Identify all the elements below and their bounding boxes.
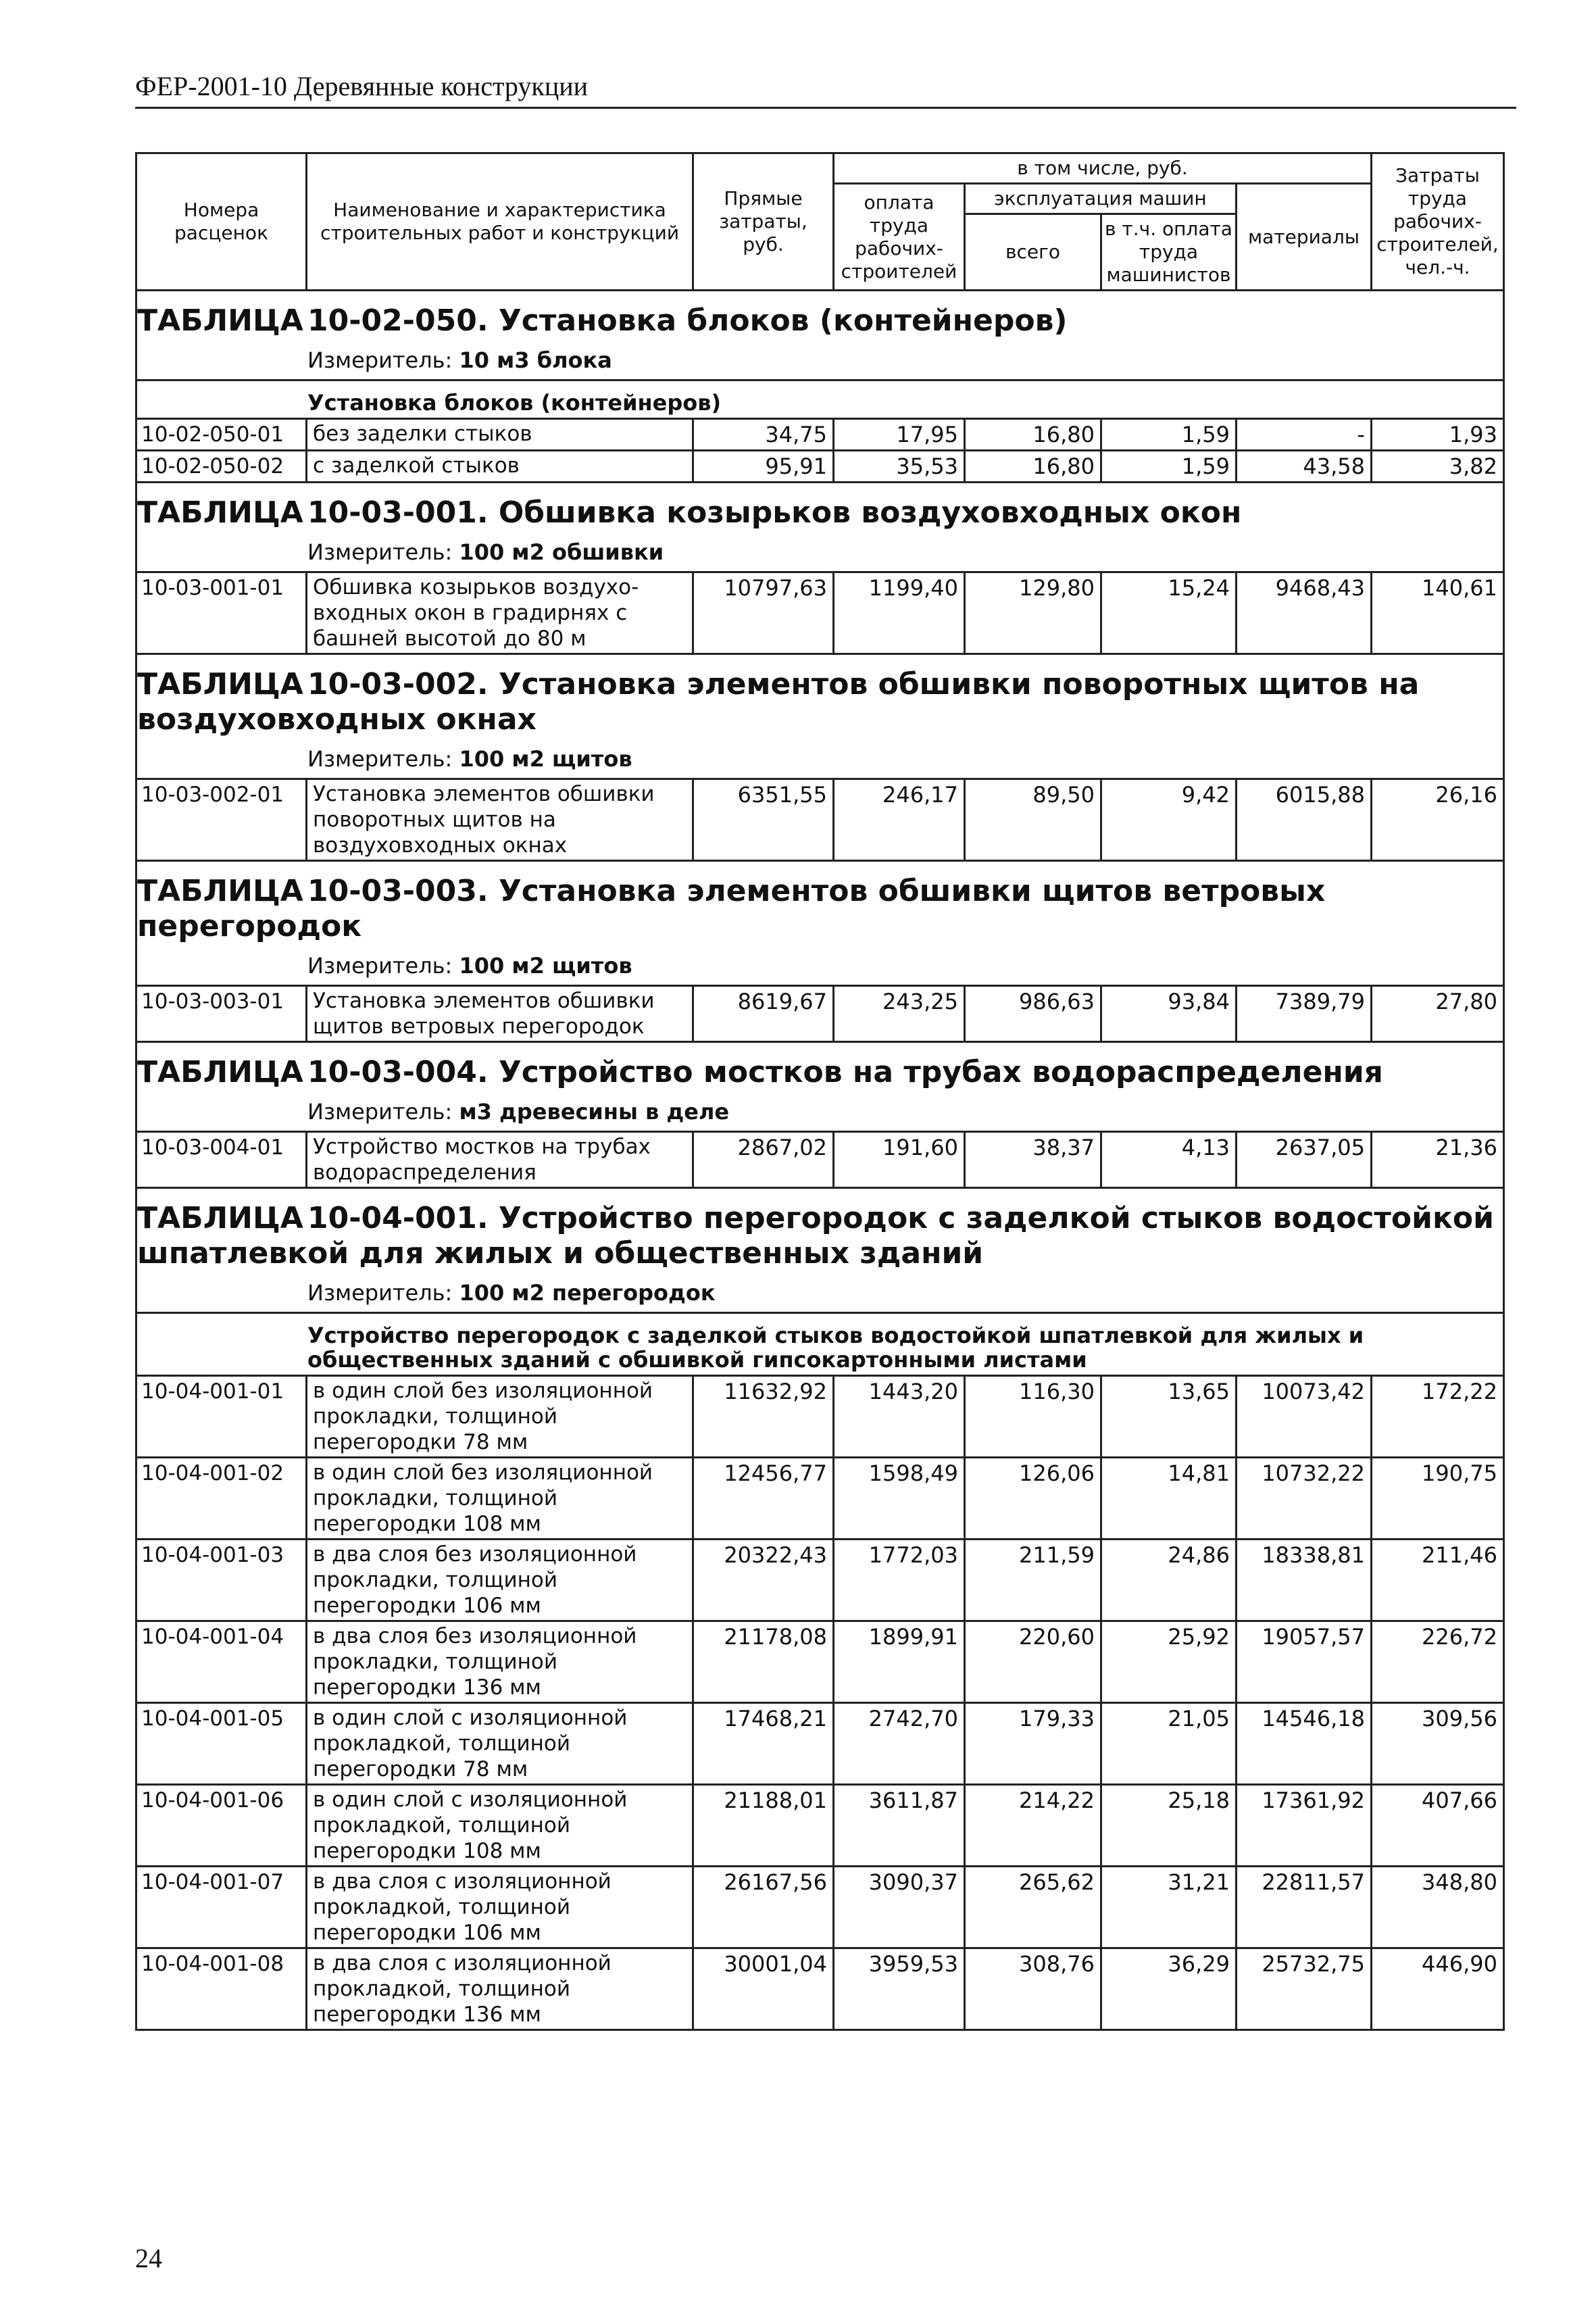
rate-name: в два слоя без изоляционной прокладки, толщиной перегородки 106 мм	[307, 1540, 693, 1621]
section-title-text: 10-02-050. Установка блоков (контейнеров)	[307, 303, 1068, 338]
machinist-wages: 25,92	[1101, 1621, 1237, 1703]
labor-hours: 1,93	[1372, 419, 1504, 451]
section-meter	[136, 344, 1504, 380]
section-meter-row	[136, 344, 1504, 380]
rate-code: 10-04-001-04	[136, 1621, 307, 1703]
materials-cost: 2637,05	[1237, 1132, 1372, 1188]
machines-total: 16,80	[965, 451, 1101, 483]
machinist-wages: 13,65	[1101, 1376, 1237, 1458]
worker-wages: 243,25	[834, 986, 965, 1042]
machines-total: 220,60	[965, 1621, 1101, 1703]
labor-hours: 21,36	[1372, 1132, 1504, 1188]
section-label: ТАБЛИЦА	[137, 303, 303, 338]
col-header-including: в том числе, руб.	[834, 153, 1372, 184]
meter-label: Измеритель:	[307, 1280, 453, 1306]
section-label: ТАБЛИЦА	[137, 874, 303, 908]
meter-value: м3 древесины в деле	[459, 1099, 730, 1125]
machinist-wages: 24,86	[1101, 1540, 1237, 1621]
section-title	[136, 1188, 1504, 1277]
machinist-wages: 9,42	[1101, 779, 1237, 861]
section-title-text: 10-03-002. Установка элементов обшивки поворотных щитов на воздуховходных окнах	[137, 667, 1420, 737]
section-title	[136, 483, 1504, 537]
section-title-text: 10-03-003. Установка элементов обшивки щитов ветровых перегородок	[137, 874, 1326, 943]
table-row	[136, 1867, 1504, 1948]
rate-code: 10-04-001-03	[136, 1540, 307, 1621]
table-row	[136, 1703, 1504, 1785]
meter-value: 100 м2 щитов	[459, 746, 632, 772]
section-label: ТАБЛИЦА	[137, 495, 303, 530]
machines-total: 38,37	[965, 1132, 1101, 1188]
table-row	[136, 1458, 1504, 1540]
table-row	[136, 1540, 1504, 1621]
direct-costs: 21178,08	[693, 1621, 834, 1703]
section-label: ТАБЛИЦА	[137, 1201, 303, 1235]
materials-cost: 17361,92	[1237, 1785, 1372, 1867]
rate-code: 10-03-004-01	[136, 1132, 307, 1188]
table-row	[136, 419, 1504, 451]
direct-costs: 30001,04	[693, 1948, 834, 2030]
machines-total: 129,80	[965, 572, 1101, 654]
col-header-name: Наименование и характеристика строительных работ и конструкций	[307, 153, 693, 291]
machines-total: 179,33	[965, 1703, 1101, 1785]
rate-code: 10-03-003-01	[136, 986, 307, 1042]
machinist-wages: 31,21	[1101, 1867, 1237, 1948]
document-header: ФЕР-2001-10 Деревянные конструкции	[135, 68, 1516, 109]
labor-hours: 348,80	[1372, 1867, 1504, 1948]
section-meter	[136, 1277, 1504, 1313]
section-title	[136, 291, 1504, 345]
labor-hours: 172,22	[1372, 1376, 1504, 1458]
rate-name: без заделки стыков	[307, 419, 693, 451]
worker-wages: 1199,40	[834, 572, 965, 654]
worker-wages: 246,17	[834, 779, 965, 861]
col-header-wages: оплата труда рабочих-строителей	[834, 184, 965, 291]
rate-code: 10-03-001-01	[136, 572, 307, 654]
table-header	[136, 153, 1504, 291]
table-body	[136, 291, 1504, 2030]
machinist-wages: 93,84	[1101, 986, 1237, 1042]
labor-hours: 407,66	[1372, 1785, 1504, 1867]
rate-code: 10-02-050-02	[136, 451, 307, 483]
machines-total: 89,50	[965, 779, 1101, 861]
rate-code: 10-04-001-05	[136, 1703, 307, 1785]
rate-code: 10-04-001-06	[136, 1785, 307, 1867]
materials-cost: 25732,75	[1237, 1948, 1372, 2030]
worker-wages: 35,53	[834, 451, 965, 483]
materials-cost: 10732,22	[1237, 1458, 1372, 1540]
section-meter	[136, 743, 1504, 779]
col-header-materials: материалы	[1237, 184, 1372, 291]
section-title	[136, 861, 1504, 950]
worker-wages: 17,95	[834, 419, 965, 451]
rate-name: Установка элементов обшивки поворотных щитов на воздуховходных окнах	[307, 779, 693, 861]
section-subheading: Устройство перегородок с заделкой стыков водостойкой шпатлевкой для жилых и общественных зданий с обшивкой гипсокартонными листами	[136, 1313, 1504, 1376]
materials-cost: 10073,42	[1237, 1376, 1372, 1458]
table-row	[136, 986, 1504, 1042]
materials-cost: -	[1237, 419, 1372, 451]
machinist-wages: 15,24	[1101, 572, 1237, 654]
section-meter-row	[136, 950, 1504, 986]
col-header-labor: Затраты труда рабочих-строителей, чел.-ч.	[1372, 153, 1504, 291]
labor-hours: 190,75	[1372, 1458, 1504, 1540]
worker-wages: 1598,49	[834, 1458, 965, 1540]
materials-cost: 18338,81	[1237, 1540, 1372, 1621]
section-meter-row	[136, 1096, 1504, 1132]
labor-hours: 26,16	[1372, 779, 1504, 861]
rate-name: Установка элементов обшивки щитов ветровых перегородок	[307, 986, 693, 1042]
machines-total: 211,59	[965, 1540, 1101, 1621]
section-title	[136, 1042, 1504, 1096]
worker-wages: 3611,87	[834, 1785, 965, 1867]
section-meter-row	[136, 536, 1504, 572]
direct-costs: 17468,21	[693, 1703, 834, 1785]
col-header-machines-wages: в т.ч. оплата труда машинистов	[1101, 214, 1237, 291]
machinist-wages: 1,59	[1101, 451, 1237, 483]
section-title-row	[136, 291, 1504, 345]
section-title-text: 10-03-004. Устройство мостков на трубах водораспределения	[307, 1055, 1383, 1089]
meter-label: Измеритель:	[307, 539, 453, 565]
section-title-row	[136, 483, 1504, 537]
materials-cost: 14546,18	[1237, 1703, 1372, 1785]
machinist-wages: 36,29	[1101, 1948, 1237, 2030]
worker-wages: 191,60	[834, 1132, 965, 1188]
direct-costs: 6351,55	[693, 779, 834, 861]
labor-hours: 140,61	[1372, 572, 1504, 654]
section-meter	[136, 1096, 1504, 1132]
section-title-row	[136, 861, 1504, 950]
section-title	[136, 654, 1504, 743]
materials-cost: 7389,79	[1237, 986, 1372, 1042]
machines-total: 308,76	[965, 1948, 1101, 2030]
table-row	[136, 572, 1504, 654]
machinist-wages: 14,81	[1101, 1458, 1237, 1540]
meter-label: Измеритель:	[307, 953, 453, 979]
labor-hours: 211,46	[1372, 1540, 1504, 1621]
rate-name: в один слой без изоляционной прокладки, толщиной перегородки 108 мм	[307, 1458, 693, 1540]
section-title-row	[136, 1188, 1504, 1277]
table-row	[136, 779, 1504, 861]
meter-label: Измеритель:	[307, 347, 453, 373]
direct-costs: 2867,02	[693, 1132, 834, 1188]
meter-value: 100 м2 щитов	[459, 953, 632, 979]
worker-wages: 3959,53	[834, 1948, 965, 2030]
col-header-direct: Прямые затраты, руб.	[693, 153, 834, 291]
machines-total: 16,80	[965, 419, 1101, 451]
machinist-wages: 25,18	[1101, 1785, 1237, 1867]
rate-name: Устройство мостков на трубах водораспределения	[307, 1132, 693, 1188]
direct-costs: 12456,77	[693, 1458, 834, 1540]
rate-name: с заделкой стыков	[307, 451, 693, 483]
table-row	[136, 1948, 1504, 2030]
worker-wages: 1443,20	[834, 1376, 965, 1458]
section-meter-row	[136, 1277, 1504, 1313]
rate-name: в два слоя с изоляционной прокладкой, толщиной перегородки 106 мм	[307, 1867, 693, 1948]
machines-total: 986,63	[965, 986, 1101, 1042]
table-row	[136, 1376, 1504, 1458]
rates-table	[135, 152, 1505, 2031]
section-title-text: 10-03-001. Обшивка козырьков воздуховходных окон	[307, 495, 1242, 530]
machinist-wages: 21,05	[1101, 1703, 1237, 1785]
materials-cost: 43,58	[1237, 451, 1372, 483]
rate-name: в один слой с изоляционной прокладкой, толщиной перегородки 108 мм	[307, 1785, 693, 1867]
section-subheading-row	[136, 1313, 1504, 1376]
materials-cost: 22811,57	[1237, 1867, 1372, 1948]
direct-costs: 21188,01	[693, 1785, 834, 1867]
direct-costs: 8619,67	[693, 986, 834, 1042]
rate-code: 10-03-002-01	[136, 779, 307, 861]
section-label: ТАБЛИЦА	[137, 667, 303, 701]
rate-code: 10-04-001-02	[136, 1458, 307, 1540]
labor-hours: 446,90	[1372, 1948, 1504, 2030]
worker-wages: 1899,91	[834, 1621, 965, 1703]
rate-code: 10-04-001-01	[136, 1376, 307, 1458]
labor-hours: 3,82	[1372, 451, 1504, 483]
rate-name: Обшивка козырьков воздухо-входных окон в градирнях с башней высотой до 80 м	[307, 572, 693, 654]
direct-costs: 34,75	[693, 419, 834, 451]
table-row	[136, 1621, 1504, 1703]
meter-value: 100 м2 обшивки	[459, 539, 664, 565]
machines-total: 265,62	[965, 1867, 1101, 1948]
meter-label: Измеритель:	[307, 746, 453, 772]
rate-code: 10-02-050-01	[136, 419, 307, 451]
machinist-wages: 1,59	[1101, 419, 1237, 451]
rate-name: в два слоя с изоляционной прокладкой, толщиной перегородки 136 мм	[307, 1948, 693, 2030]
materials-cost: 6015,88	[1237, 779, 1372, 861]
worker-wages: 1772,03	[834, 1540, 965, 1621]
labor-hours: 226,72	[1372, 1621, 1504, 1703]
page-number: 24	[135, 2243, 162, 2273]
section-subheading-row	[136, 380, 1504, 419]
col-header-code: Номера расценок	[136, 153, 307, 291]
rate-code: 10-04-001-07	[136, 1867, 307, 1948]
machinist-wages: 4,13	[1101, 1132, 1237, 1188]
meter-value: 100 м2 перегородок	[459, 1280, 716, 1306]
meter-label: Измеритель:	[307, 1099, 453, 1125]
direct-costs: 20322,43	[693, 1540, 834, 1621]
section-subheading: Установка блоков (контейнеров)	[136, 380, 1504, 419]
machines-total: 126,06	[965, 1458, 1101, 1540]
section-title-row	[136, 654, 1504, 743]
worker-wages: 3090,37	[834, 1867, 965, 1948]
col-header-machines: эксплуатация машин	[965, 184, 1237, 214]
section-meter-row	[136, 743, 1504, 779]
table-row	[136, 451, 1504, 483]
rate-name: в один слой без изоляционной прокладки, толщиной перегородки 78 мм	[307, 1376, 693, 1458]
direct-costs: 11632,92	[693, 1376, 834, 1458]
meter-value: 10 м3 блока	[459, 347, 612, 373]
col-header-machines-total: всего	[965, 214, 1101, 291]
section-title-text: 10-04-001. Устройство перегородок с заделкой стыков водостойкой шпатлевкой для жилых и общественных зданий	[137, 1201, 1494, 1271]
section-title-row	[136, 1042, 1504, 1096]
labor-hours: 309,56	[1372, 1703, 1504, 1785]
rate-name: в два слоя без изоляционной прокладки, толщиной перегородки 136 мм	[307, 1621, 693, 1703]
table-row	[136, 1132, 1504, 1188]
direct-costs: 26167,56	[693, 1867, 834, 1948]
machines-total: 116,30	[965, 1376, 1101, 1458]
section-meter	[136, 950, 1504, 986]
table-row	[136, 1785, 1504, 1867]
materials-cost: 19057,57	[1237, 1621, 1372, 1703]
rate-name: в один слой с изоляционной прокладкой, толщиной перегородки 78 мм	[307, 1703, 693, 1785]
worker-wages: 2742,70	[834, 1703, 965, 1785]
rate-code: 10-04-001-08	[136, 1948, 307, 2030]
direct-costs: 10797,63	[693, 572, 834, 654]
direct-costs: 95,91	[693, 451, 834, 483]
section-label: ТАБЛИЦА	[137, 1055, 303, 1089]
machines-total: 214,22	[965, 1785, 1101, 1867]
materials-cost: 9468,43	[1237, 572, 1372, 654]
labor-hours: 27,80	[1372, 986, 1504, 1042]
section-meter	[136, 536, 1504, 572]
